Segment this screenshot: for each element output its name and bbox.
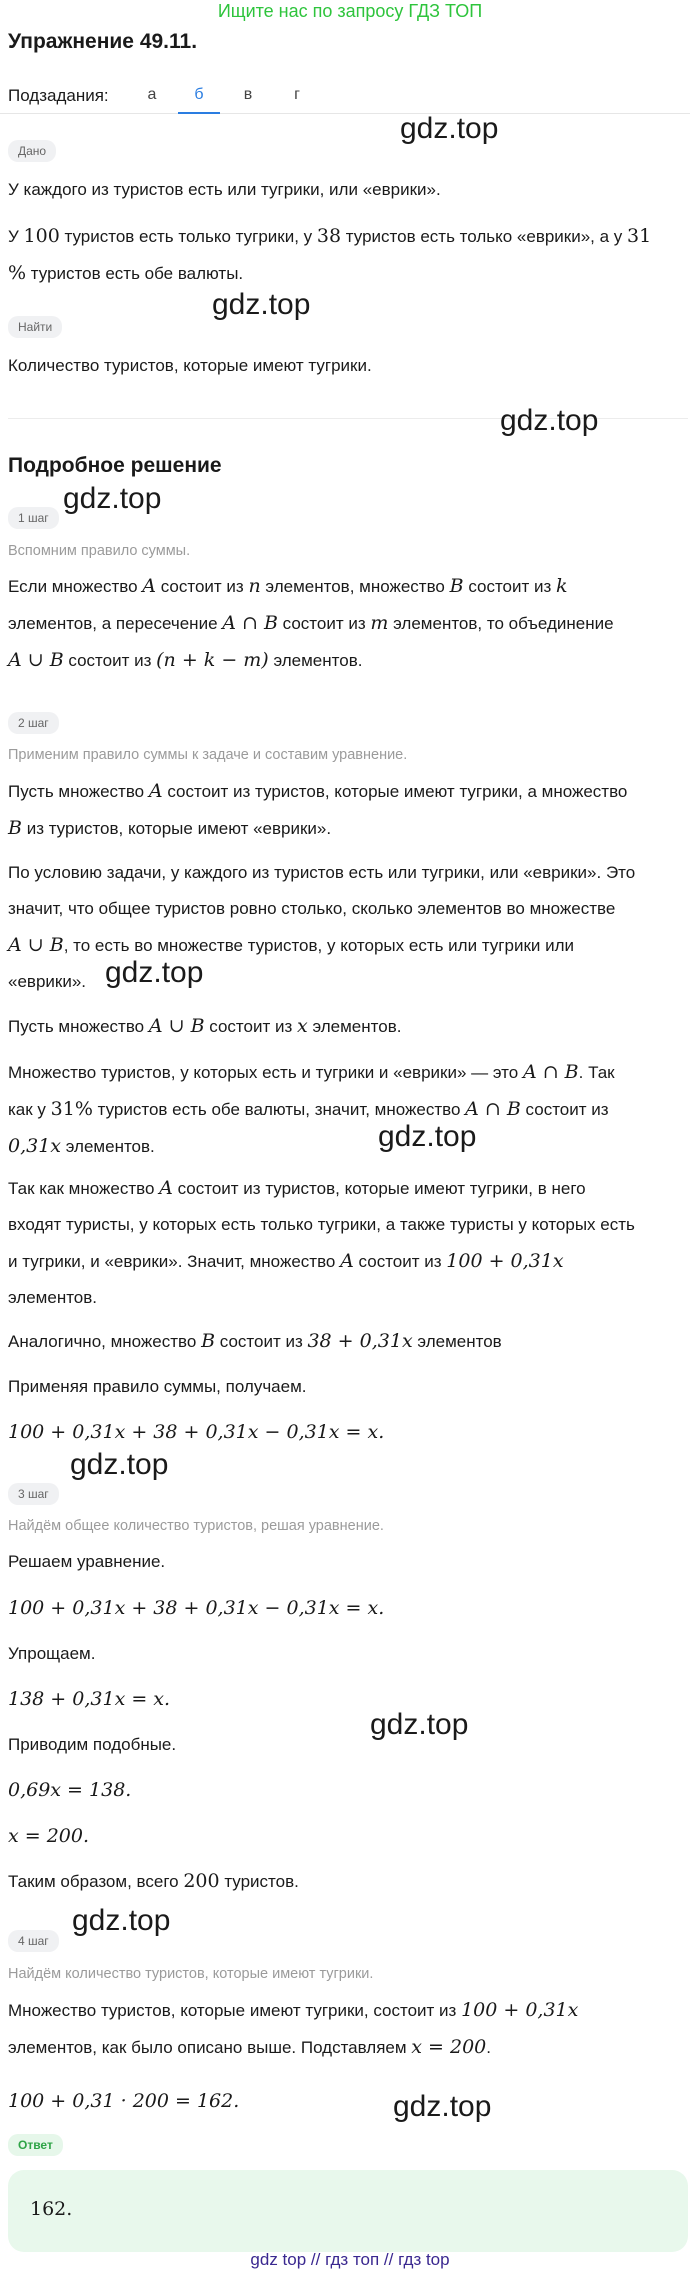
step-2-hint: Применим правило суммы к задаче и составим уравнение.: [8, 747, 408, 763]
answer-value: 162.: [30, 2198, 73, 2220]
step-3-line-2: Упрощаем.: [8, 1644, 96, 1663]
step-2-para-5: Так как множество A состоит из туристов, которые имеют тугрики, в него входят туристы, у которых есть только тугрики, а также туристы у которых есть и тугрики, и «еврики». Значит, множество A состоит из 100 + 0,31x элементов.: [8, 1177, 635, 1307]
watermark: gdz.top: [105, 956, 204, 989]
watermark: gdz.top: [212, 288, 311, 321]
step-3-line-3: Приводим подобные.: [8, 1735, 177, 1754]
step-2-para-4: Множество туристов, у которых есть и тугрики и «еврики» — это A ∩ B. Так как у 31% туристов есть обе валюты, значит, множество A ∩ B состоит из 0,31x элементов.: [8, 1061, 615, 1157]
step-3-eq-3: 0,69x = 138.: [8, 1779, 132, 1801]
step-3-eq-2: 138 + 0,31x = x.: [8, 1688, 171, 1710]
step-2-para-2: По условию задачи, у каждого из туристов есть или тугрики, или «еврики». Это значит, что общее туристов ровно столько, сколько элементов во множестве A ∪ B, то есть во множестве туристов, у которых есть или тугрики или «еврики».: [8, 863, 636, 991]
search-banner: Ищите нас по запросу ГДЗ ТОП: [217, 1, 483, 21]
watermark: gdz.top: [63, 482, 162, 515]
solution-title: Подробное решение: [8, 454, 222, 477]
step-4-chip: 4 шаг: [8, 1930, 59, 1952]
step-2-equation: 100 + 0,31x + 38 + 0,31x − 0,31x = x.: [8, 1421, 385, 1443]
watermark: gdz.top: [70, 1448, 169, 1481]
subtasks-label: Подзадания:: [8, 86, 109, 105]
step-4-equation: 100 + 0,31 · 200 = 162.: [8, 2090, 240, 2112]
tabs-divider: [0, 113, 690, 114]
step-3-line-1: Решаем уравнение.: [8, 1552, 166, 1571]
step-1-text: Если множество A состоит из n элементов, множество B состоит из k элементов, а пересечение A ∩ B состоит из m элементов, то объединение A ∪ B состоит из (n + k − m) элементов.: [8, 575, 614, 671]
step-4-hint: Найдём количество туристов, которые имеют тугрики.: [8, 1966, 374, 1982]
step-3-line-4: Таким образом, всего 200 туристов.: [8, 1870, 299, 1892]
answer-box: [8, 2170, 688, 2252]
step-3-eq-4: x = 200.: [8, 1825, 90, 1847]
step-3-eq-1: 100 + 0,31x + 38 + 0,31x − 0,31x = x.: [8, 1597, 385, 1619]
active-tab-indicator: [178, 112, 220, 114]
given-line-2: У 100 туристов есть только тугрики, у 38 туристов есть только «еврики», а у 31 % туристов есть обе валюты.: [8, 225, 652, 284]
watermark: gdz.top: [378, 1120, 477, 1153]
step-2-para-6: Аналогично, множество B состоит из 38 + 0,31x элементов: [8, 1330, 502, 1352]
watermark: gdz.top: [72, 1904, 171, 1937]
page-title: Упражнение 49.11.: [8, 30, 198, 53]
watermark: gdz.top: [500, 404, 599, 437]
find-chip: Найти: [8, 316, 62, 338]
tab-g[interactable]: г: [294, 86, 300, 103]
watermark: gdz.top: [400, 112, 499, 145]
step-2-para-1: Пусть множество A состоит из туристов, которые имеют тугрики, а множество B из туристов, которые имеют «еврики».: [8, 780, 628, 839]
step-2-para-3: Пусть множество A ∪ B состоит из x элементов.: [8, 1015, 402, 1037]
step-3-chip: 3 шаг: [8, 1483, 59, 1505]
tab-a[interactable]: а: [147, 86, 157, 103]
tab-v[interactable]: в: [243, 86, 253, 103]
given-line-1: У каждого из туристов есть или тугрики, или «еврики».: [8, 180, 441, 199]
tab-b[interactable]: б: [194, 86, 204, 103]
find-line: Количество туристов, которые имеют тугрики.: [8, 356, 372, 375]
step-2-chip: 2 шаг: [8, 712, 59, 734]
step-1-hint: Вспомним правило суммы.: [8, 543, 191, 559]
answer-chip: Ответ: [8, 2134, 63, 2156]
step-2-para-7: Применяя правило суммы, получаем.: [8, 1377, 307, 1396]
watermark: gdz.top: [393, 2090, 492, 2123]
given-chip: Дано: [8, 140, 56, 162]
watermark: gdz.top: [370, 1708, 469, 1741]
step-4-text: Множество туристов, которые имеют тугрики, состоит из 100 + 0,31x элементов, как было описано выше. Подставляем x = 200.: [8, 1999, 579, 2058]
footer-links[interactable]: gdz top // гдз топ // гдз top: [250, 2250, 450, 2269]
step-1-chip: 1 шаг: [8, 507, 59, 529]
step-3-hint: Найдём общее количество туристов, решая уравнение.: [8, 1518, 384, 1534]
